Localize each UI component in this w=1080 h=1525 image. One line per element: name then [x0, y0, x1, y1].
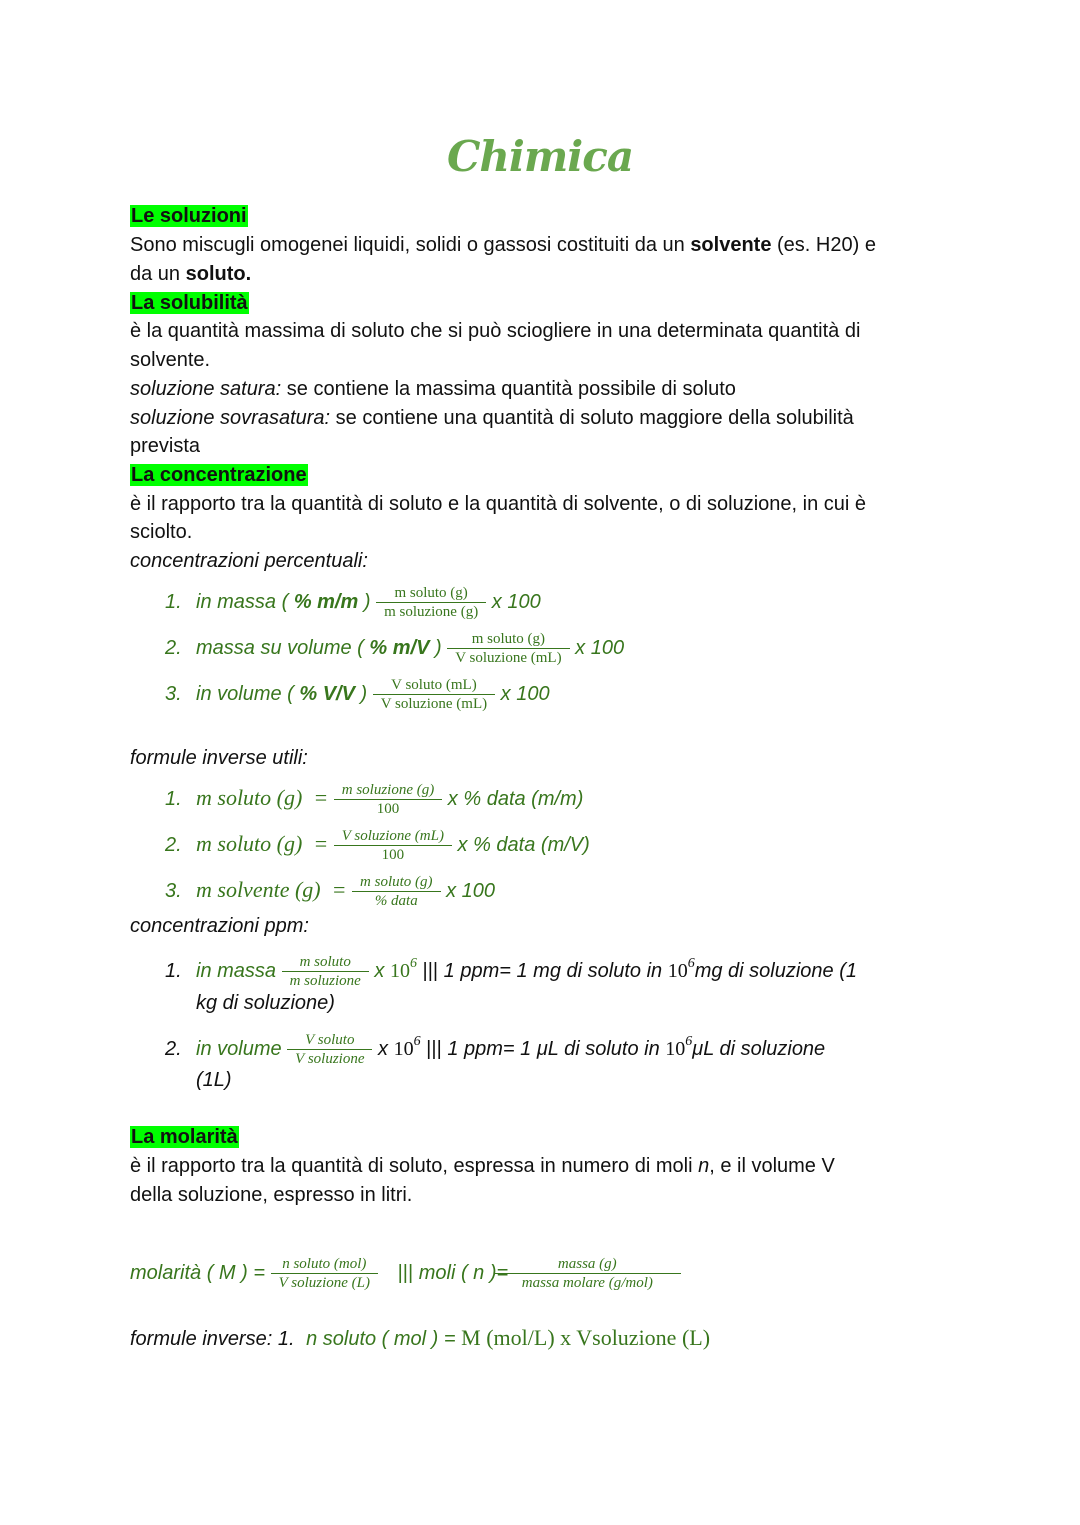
paragraph-line — [130, 1152, 835, 1180]
unit: % m/V — [369, 636, 430, 659]
numerator: V soluto (mL) — [373, 676, 495, 695]
item-number: 2. — [165, 833, 182, 856]
numerator: m soluto — [282, 953, 369, 972]
text: è il rapporto tra la quantità di soluto, espressa in numero di moli — [130, 1155, 699, 1177]
fraction — [338, 781, 439, 818]
formula-inverse-1 — [165, 781, 584, 817]
multiplier: x % data (m/m) — [447, 787, 584, 810]
label: in volume ( — [196, 682, 300, 705]
paragraph-line: della soluzione, espresso in litri. — [130, 1184, 413, 1206]
denominator: % data — [374, 893, 418, 909]
item-number: 2. — [165, 636, 182, 659]
multiplier: x % data (m/V) — [457, 833, 590, 856]
note-continuation: kg di soluzione) — [196, 992, 335, 1014]
heading-text: La molarità — [131, 1126, 238, 1148]
denominator: 100 — [381, 847, 405, 863]
label: in massa — [196, 960, 277, 982]
formula-ppm-massa — [165, 950, 858, 990]
term: soluzione sovrasatura: — [130, 407, 331, 429]
bold-term: soluto. — [185, 263, 252, 285]
formula-ppm-volume — [165, 1028, 826, 1068]
denominator: V soluzione (mL) — [380, 696, 488, 712]
denominator: 100 — [376, 801, 400, 817]
note: 1 ppm= 1 μL di soluto in — [441, 1038, 666, 1060]
denominator: massa molare (g/mol) — [521, 1275, 653, 1291]
formula-inverse-3 — [165, 873, 496, 909]
page-title: Chimica — [446, 132, 634, 181]
item-number: 1. — [165, 590, 182, 613]
fraction — [380, 584, 482, 621]
lhs: molarità ( M ) = — [130, 1261, 266, 1284]
paragraph-line: prevista — [130, 435, 201, 457]
label: massa su volume ( — [196, 636, 370, 659]
unit: % V/V — [299, 682, 355, 705]
paragraph-line — [130, 260, 251, 288]
item-number: 1. — [165, 787, 182, 810]
item-number: 3. — [165, 879, 182, 902]
multiplier: x 100 — [500, 682, 550, 705]
symbol: n — [698, 1155, 710, 1177]
denominator: V soluzione — [295, 1051, 365, 1068]
definition-sovrasatura — [130, 404, 854, 432]
fraction — [518, 1255, 657, 1292]
paragraph-line: è la quantità massima di soluto che si può sciogliere in una determinata quantità di — [130, 320, 861, 342]
power-base: 10 — [667, 960, 688, 982]
note: μL di soluzione — [692, 1038, 826, 1060]
numerator: m soluto (g) — [352, 873, 441, 892]
item-number: 1. — [165, 960, 182, 982]
section-heading-soluzioni — [130, 202, 248, 230]
formula-inverse-molarita — [130, 1324, 710, 1352]
exponent: 6 — [687, 956, 695, 971]
text: Sono miscugli omogenei liquidi, solidi o gassosi costituiti da un — [130, 234, 691, 256]
label: ) — [354, 682, 368, 705]
formula-inverse-2 — [165, 827, 590, 863]
section-heading-molarita — [130, 1123, 239, 1151]
fraction — [291, 1031, 368, 1068]
fraction — [286, 953, 365, 990]
heading-text: La solubilità — [131, 292, 248, 314]
section-heading-solubilita — [130, 289, 249, 317]
exponent: 6 — [413, 1034, 421, 1049]
numerator: V soluzione (mL) — [334, 827, 452, 846]
fraction — [451, 630, 565, 667]
times: x — [378, 1038, 389, 1060]
lhs: m solvente (g) = — [196, 876, 347, 902]
label: ) — [429, 636, 442, 659]
label: ) — [358, 590, 371, 613]
exponent: 6 — [685, 1034, 693, 1049]
times: x — [374, 960, 385, 982]
paragraph-line: solvente. — [130, 349, 211, 371]
note: mg di soluzione (1 — [694, 960, 858, 982]
label: formule inverse: 1. — [130, 1328, 295, 1350]
unit: % m/m — [293, 590, 359, 613]
denominator: m soluzione (g) — [384, 604, 479, 620]
multiplier: x 100 — [446, 879, 496, 902]
numerator: massa (g) — [494, 1255, 681, 1274]
power-base: 10 — [665, 1038, 686, 1060]
multiplier: x 100 — [575, 636, 625, 659]
denominator: m soluzione — [289, 973, 361, 990]
note: 1 ppm= 1 mg di soluto in — [438, 960, 668, 982]
formula-molarita — [130, 1255, 661, 1291]
formula-percent-mv — [165, 630, 625, 666]
rhs: M (mol/L) x Vsoluzione (L) — [461, 1325, 711, 1350]
numerator: m soluto (g) — [376, 584, 486, 603]
definition: se contiene la massima quantità possibile di soluto — [281, 378, 736, 400]
item-number: 2. — [165, 1038, 182, 1060]
item-number: 3. — [165, 682, 182, 705]
lhs: m soluto (g) = — [196, 784, 329, 810]
numerator: n soluto (mol) — [271, 1255, 378, 1274]
separator: ||| — [426, 1038, 442, 1060]
fraction — [377, 676, 491, 713]
subheading-percentuali: concentrazioni percentuali: — [130, 550, 368, 572]
separator: ||| — [422, 960, 439, 982]
subheading-formule-inverse: formule inverse utili: — [130, 747, 308, 769]
fraction — [356, 873, 437, 910]
text: da un — [130, 263, 186, 285]
definition-satura — [130, 375, 736, 403]
paragraph-line: sciolto. — [130, 521, 193, 543]
multiplier: x 100 — [491, 590, 541, 613]
subheading-ppm: concentrazioni ppm: — [130, 915, 309, 937]
paragraph-line — [130, 231, 876, 259]
paragraph-line: è il rapporto tra la quantità di soluto e la quantità di solvente, o di soluzione, in cui è — [130, 493, 867, 515]
note-continuation: (1L) — [196, 1069, 232, 1091]
term: soluzione satura: — [130, 378, 282, 400]
label: in volume — [196, 1038, 282, 1060]
formula-percent-vv — [165, 676, 550, 712]
separator: ||| — [397, 1261, 414, 1284]
power-base: 10 — [393, 1038, 414, 1060]
section-heading-concentrazione — [130, 461, 308, 489]
text: (es. H20) e — [771, 234, 876, 256]
label: in massa ( — [196, 590, 294, 613]
power-base: 10 — [389, 960, 410, 982]
exponent: 6 — [409, 956, 417, 971]
denominator: V soluzione (mL) — [455, 650, 562, 666]
numerator: m soluto (g) — [447, 630, 569, 649]
lhs: m soluto (g) = — [196, 830, 329, 856]
heading-text: Le soluzioni — [131, 205, 247, 227]
heading-text: La concentrazione — [131, 464, 307, 486]
bold-term: solvente — [690, 234, 772, 256]
numerator: m soluzione (g) — [334, 781, 443, 800]
lhs: moli ( n )= — [418, 1261, 509, 1284]
numerator: V soluto — [287, 1031, 372, 1050]
lhs: n soluto ( mol ) = — [306, 1328, 456, 1350]
text: , e il volume V — [709, 1155, 835, 1177]
definition: se contiene una quantità di soluto maggiore della solubilità — [330, 407, 854, 429]
fraction — [338, 827, 448, 864]
formula-percent-mm — [165, 584, 541, 620]
denominator: V soluzione (L) — [278, 1275, 370, 1291]
fraction — [275, 1255, 374, 1292]
